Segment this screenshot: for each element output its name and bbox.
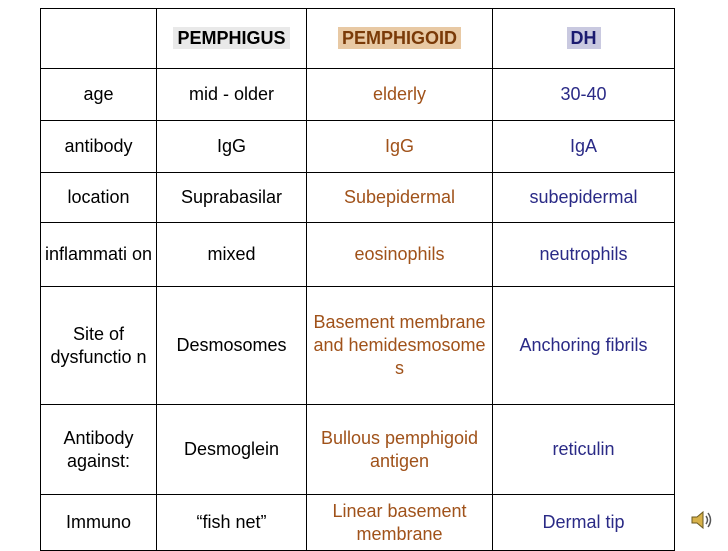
- header-pemphigus: [157, 9, 307, 69]
- speaker-icon[interactable]: [690, 509, 714, 531]
- cell-dh: reticulin: [493, 405, 675, 495]
- table-row-site-of-dysfunction: [41, 287, 675, 405]
- cell-pemphigus: mixed: [157, 223, 307, 287]
- header-dh: [493, 9, 675, 69]
- header-dh-label: DH: [567, 27, 601, 49]
- cell-pemphigus: IgG: [157, 121, 307, 173]
- header-row: [41, 9, 675, 69]
- cell-pemphigus: “fish net”: [157, 495, 307, 551]
- comparison-table: [40, 8, 675, 551]
- cell-dh: subepidermal: [493, 173, 675, 223]
- cell-pemphigoid: IgG: [307, 121, 493, 173]
- row-label: age: [41, 69, 157, 121]
- cell-pemphigoid: Linear basement membrane: [307, 495, 493, 551]
- table-row-inflammation: [41, 223, 675, 287]
- cell-dh: neutrophils: [493, 223, 675, 287]
- header-pemphigus-label: PEMPHIGUS: [173, 27, 289, 49]
- header-pemphigoid-label: PEMPHIGOID: [338, 27, 461, 49]
- cell-pemphigoid: Bullous pemphigoid antigen: [307, 405, 493, 495]
- table-row-antibody-against: [41, 405, 675, 495]
- header-pemphigoid: [307, 9, 493, 69]
- cell-pemphigus: Desmosomes: [157, 287, 307, 405]
- table-row-age: [41, 69, 675, 121]
- cell-pemphigoid: Subepidermal: [307, 173, 493, 223]
- cell-pemphigus: Suprabasilar: [157, 173, 307, 223]
- cell-dh: IgA: [493, 121, 675, 173]
- table-row-location: [41, 173, 675, 223]
- cell-dh: 30-40: [493, 69, 675, 121]
- cell-pemphigoid: Basement membrane and hemidesmosome s: [307, 287, 493, 405]
- cell-pemphigus: Desmoglein: [157, 405, 307, 495]
- row-label: antibody: [41, 121, 157, 173]
- row-label: Antibody against:: [41, 405, 157, 495]
- cell-pemphigoid: elderly: [307, 69, 493, 121]
- row-label: location: [41, 173, 157, 223]
- row-label: Site of dysfunctio n: [41, 287, 157, 405]
- header-corner: [41, 9, 157, 69]
- table-row-antibody: [41, 121, 675, 173]
- table-row-immuno: [41, 495, 675, 551]
- row-label: inflammati on: [41, 223, 157, 287]
- cell-pemphigoid: eosinophils: [307, 223, 493, 287]
- cell-dh: Anchoring fibrils: [493, 287, 675, 405]
- cell-pemphigus: mid - older: [157, 69, 307, 121]
- cell-dh: Dermal tip: [493, 495, 675, 551]
- row-label: Immuno: [41, 495, 157, 551]
